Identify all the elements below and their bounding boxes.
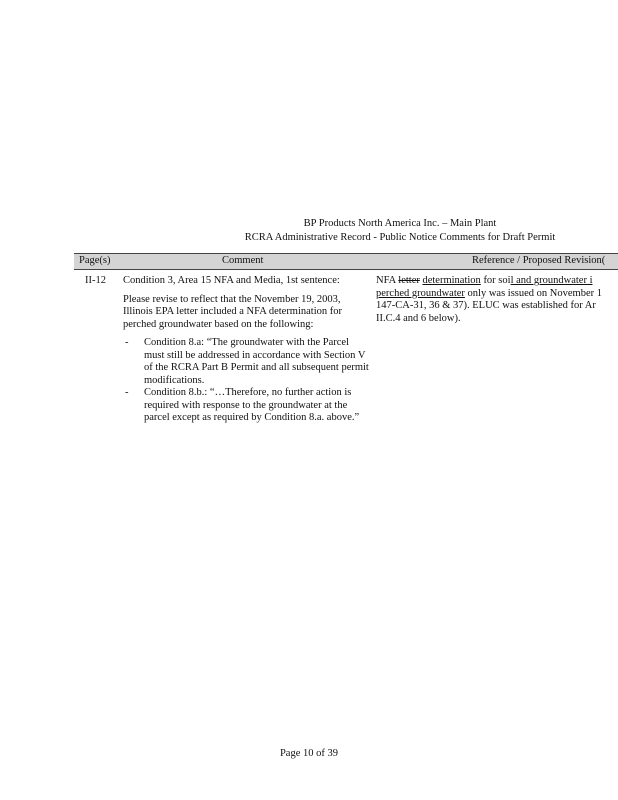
row-comment-cell <box>123 275 369 425</box>
document-header-line2: RCRA Administrative Record - Public Notice Comments for Draft Permit <box>244 232 556 243</box>
page-number: Page 10 of 39 <box>279 748 339 759</box>
column-header-pages: Page(s) <box>79 255 111 266</box>
row-reference-cell <box>376 275 618 325</box>
reference-line: NFA letter determination for soil and groundwater i <box>376 275 593 286</box>
list-item: - Condition 8.a: “The groundwater with the Parcel must still be addressed in accordance with Section V of the RCRA Part B Permit and all subsequent permit modifications. <box>125 337 369 386</box>
table-row <box>74 270 618 470</box>
deleted-text: letter <box>398 275 420 286</box>
row-page-cell: II-12 <box>85 275 106 286</box>
inserted-text: perched groundwater <box>376 287 465 299</box>
column-header-reference: Reference / Proposed Revision( <box>472 255 606 266</box>
comment-title: Condition 3, Area 15 NFA and Media, 1st sentence: <box>123 275 340 286</box>
reference-line: perched groundwater only was issued on November 1 <box>376 287 602 299</box>
inserted-text: determination <box>422 275 481 286</box>
table-header <box>74 253 618 270</box>
column-header-comment: Comment <box>222 255 264 266</box>
inserted-text: l and groundwater i <box>510 275 593 286</box>
document-header-line1: BP Products North America Inc. – Main Plant <box>303 218 497 229</box>
reference-line: 147-CA-31, 36 & 37). ELUC was established for Ar <box>376 300 596 311</box>
comment-body: Please revise to reflect that the November 19, 2003, Illinois EPA letter included a NFA determination for perched groundwater based on the following: <box>123 293 343 330</box>
list-item: - Condition 8.b.: “…Therefore, no further action is required with response to the groundwater at the parcel except as required by Condition 8.a. above.” <box>125 387 360 423</box>
reference-line: II.C.4 and 6 below). <box>376 312 461 324</box>
comments-table <box>74 253 618 470</box>
comment-bullets <box>123 337 369 425</box>
